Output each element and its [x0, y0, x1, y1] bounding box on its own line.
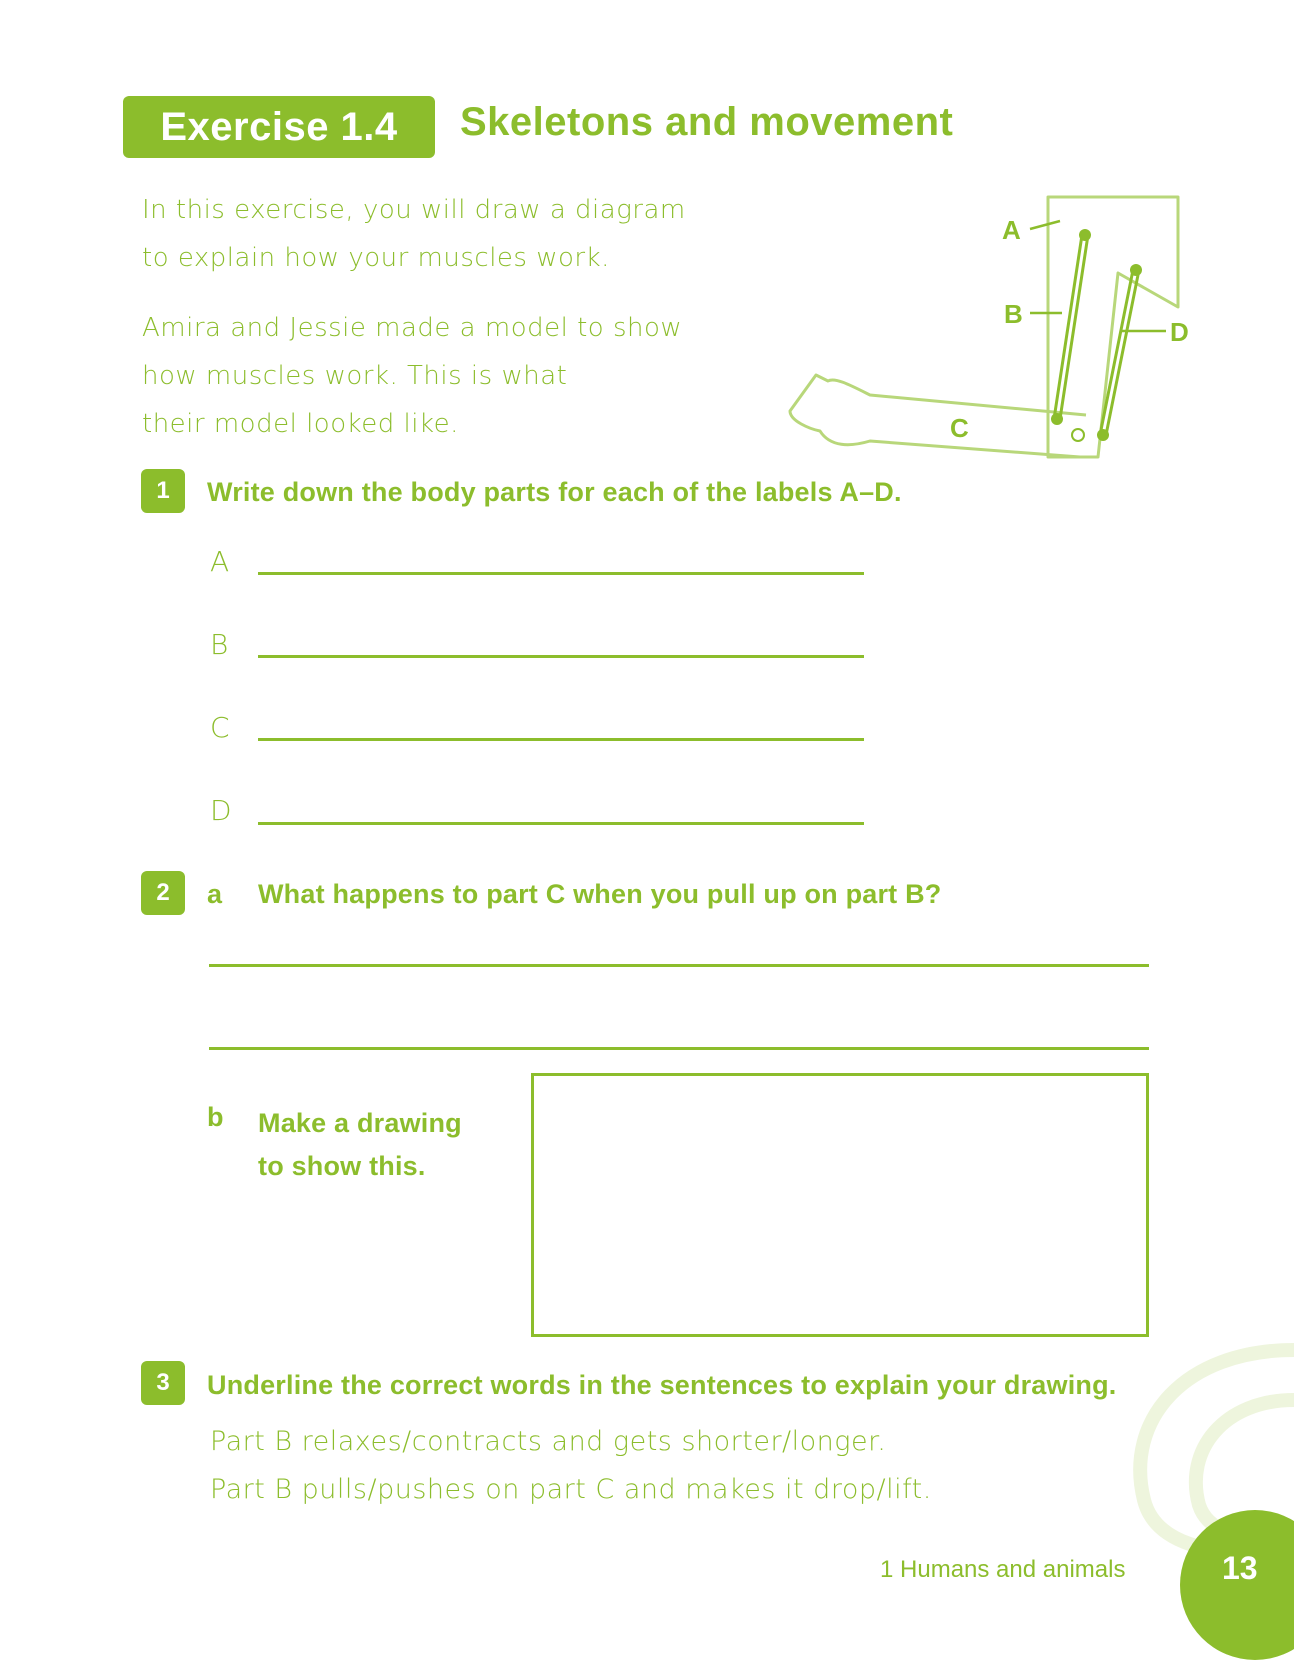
question-number-2: 2 — [141, 871, 185, 915]
page-title: Skeletons and movement — [460, 100, 954, 144]
question-2b-text — [258, 1102, 462, 1188]
pin-top-d — [1130, 264, 1142, 276]
intro-paragraph-1 — [142, 186, 722, 282]
leader-lines — [1030, 221, 1166, 331]
question-number-3: 3 — [141, 1361, 185, 1405]
forearm-hand-shape — [790, 375, 1098, 457]
sentence-2: Part B pulls/pushes on part C and makes it drop/lift. — [210, 1474, 932, 1505]
answer-label-a: A — [210, 545, 230, 578]
question-2a-letter: a — [207, 879, 223, 909]
question-number-1: 1 — [141, 469, 185, 513]
question-2b-line-1: Make a drawing — [258, 1108, 462, 1138]
diagram-label-b: B — [1004, 299, 1023, 329]
answer-line-a[interactable] — [258, 572, 864, 575]
question-2a-text: What happens to part C when you pull up on part B? — [258, 879, 942, 909]
pin-top-b — [1079, 229, 1091, 241]
answer-line-2a-2[interactable] — [209, 1047, 1149, 1050]
diagram-label-c: C — [950, 413, 969, 443]
exercise-badge: Exercise 1.4 — [123, 96, 435, 158]
answer-line-c[interactable] — [258, 738, 864, 741]
arm-outline — [790, 197, 1178, 457]
intro-line-3: Amira and Jessie made a model to show — [142, 313, 683, 343]
question-2b-letter: b — [207, 1102, 224, 1132]
string-b-1 — [1054, 235, 1082, 419]
answer-label-b: B — [210, 628, 229, 661]
sentence-1: Part B relaxes/contracts and gets shorter/longer. — [210, 1426, 887, 1457]
arm-model-diagram — [780, 185, 1210, 475]
diagram-label-a: A — [1002, 215, 1021, 245]
intro-line-2: to explain how your muscles work. — [142, 243, 610, 273]
leader-a — [1030, 221, 1060, 229]
chapter-footer: 1 Humans and animals — [880, 1556, 1126, 1583]
intro-paragraph-2 — [142, 304, 722, 448]
intro-line-5: their model looked like. — [142, 409, 459, 439]
diagram-label-d: D — [1170, 317, 1189, 347]
drawing-box[interactable] — [531, 1073, 1149, 1337]
question-2b-line-2: to show this. — [258, 1151, 426, 1181]
intro-line-4: how muscles work. This is what — [142, 361, 568, 391]
answer-label-c: C — [210, 711, 230, 744]
pins — [1051, 229, 1142, 441]
muscle-strings — [1054, 235, 1139, 435]
answer-label-d: D — [210, 794, 232, 827]
pin-bottom-b — [1051, 413, 1063, 425]
pin-bottom-d — [1097, 429, 1109, 441]
question-1-text: Write down the body parts for each of the labels A–D. — [207, 477, 902, 507]
question-3-text: Underline the correct words in the sentences to explain your drawing. — [207, 1370, 1117, 1400]
intro-line-1: In this exercise, you will draw a diagram — [142, 195, 686, 225]
elbow-joint — [1072, 429, 1084, 441]
string-d-2 — [1106, 270, 1139, 435]
page-number: 13 — [1222, 1550, 1258, 1586]
answer-line-2a-1[interactable] — [209, 964, 1149, 967]
answer-line-b[interactable] — [258, 655, 864, 658]
string-b-2 — [1060, 235, 1088, 419]
answer-line-d[interactable] — [258, 822, 864, 825]
